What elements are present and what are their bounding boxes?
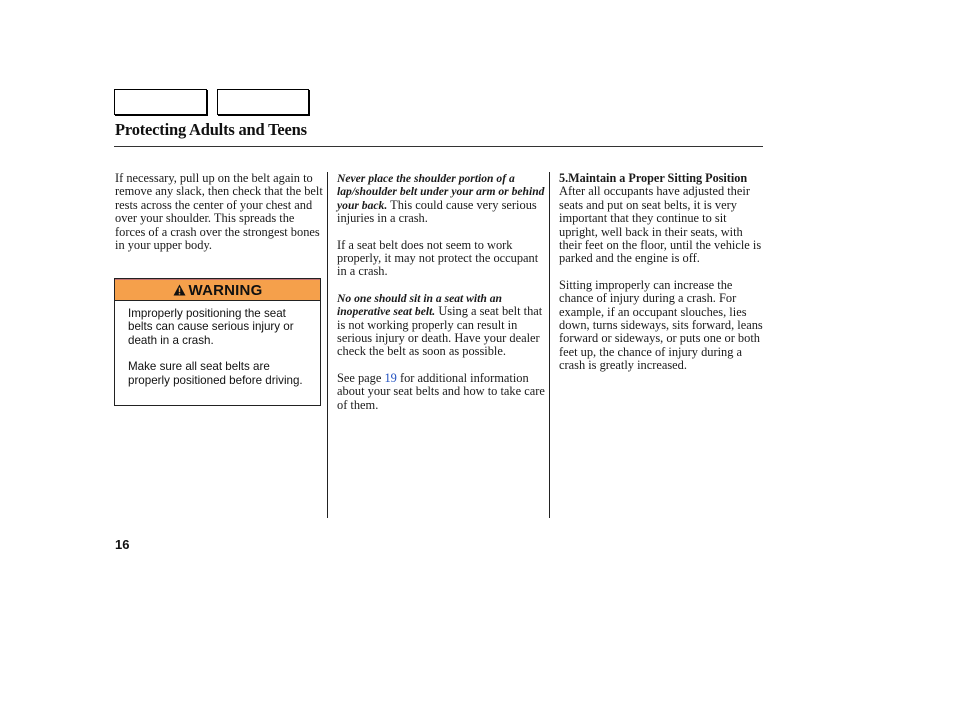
nav-tab-button-2[interactable] (217, 89, 309, 115)
column3-paragraph-1: After all occupants have adjusted their seats and put on seat belts, it is very important that they continue to sit upright, well back in their seats, with their feet on the floor, until the vehicle is parked and the engine is off. (559, 184, 762, 266)
page-number: 16 (115, 537, 130, 552)
see-page-text: See page (337, 370, 385, 385)
page-19-link[interactable]: 19 (384, 370, 397, 385)
warning-triangle-icon (173, 284, 186, 296)
column-divider-1 (327, 172, 328, 518)
column2-paragraph-3-text: Using a seat belt that is not working properly can result in serious injury or death. Have your dealer check the belt as soon as possible. (337, 304, 543, 359)
warning-line-1: Improperly positioning the seat belts can cause serious injury or death in a crash. (128, 307, 294, 347)
warning-label: WARNING (188, 281, 263, 299)
nav-tab-button-1[interactable] (114, 89, 207, 115)
column-middle (337, 172, 545, 412)
column3-paragraph-2: Sitting improperly can increase the chance of injury during a crash. For example, if an occupant slouches, lies down, turns sideways, sits forward, leans forward or sideways, or puts one or both feet up, the chance of injury during a crash is greatly increased. (559, 277, 763, 373)
step-heading: 5.Maintain a Proper Sitting Position (559, 171, 748, 185)
column2-paragraph-4 (337, 372, 545, 412)
warning-line-2: Make sure all seat belts are properly positioned before driving. (128, 360, 303, 387)
title-divider (114, 146, 763, 147)
page-title: Protecting Adults and Teens (115, 120, 307, 139)
see-page-text-after: for additional information about your seat belts and how to take care of them. (337, 370, 545, 412)
column1-paragraph: If necessary, pull up on the belt again to remove any slack, then check that the belt rests across the center of your chest and over your shoulder. This spreads the forces of a crash over the strongest bones in your upper body. (115, 171, 323, 253)
warning-header (115, 279, 320, 301)
column2-paragraph-2: If a seat belt does not seem to work properly, it may not protect the occupant in a crash. (337, 237, 539, 279)
inoperative-belt-warning: No one should sit in a seat with an inoperative seat belt. (337, 291, 502, 319)
column-right (559, 172, 763, 373)
warning-body (115, 301, 320, 387)
column-divider-2 (549, 172, 550, 518)
column2-paragraph-1 (337, 172, 545, 226)
warning-box (114, 278, 321, 406)
seatbelt-placement-warning: Never place the shoulder portion of a lap/shoulder belt under your arm or behind your back. (337, 172, 545, 212)
column2-paragraph-1-text: This could cause very serious injuries in a crash. (337, 197, 537, 226)
column-left (115, 172, 323, 252)
column2-paragraph-3 (337, 292, 545, 359)
